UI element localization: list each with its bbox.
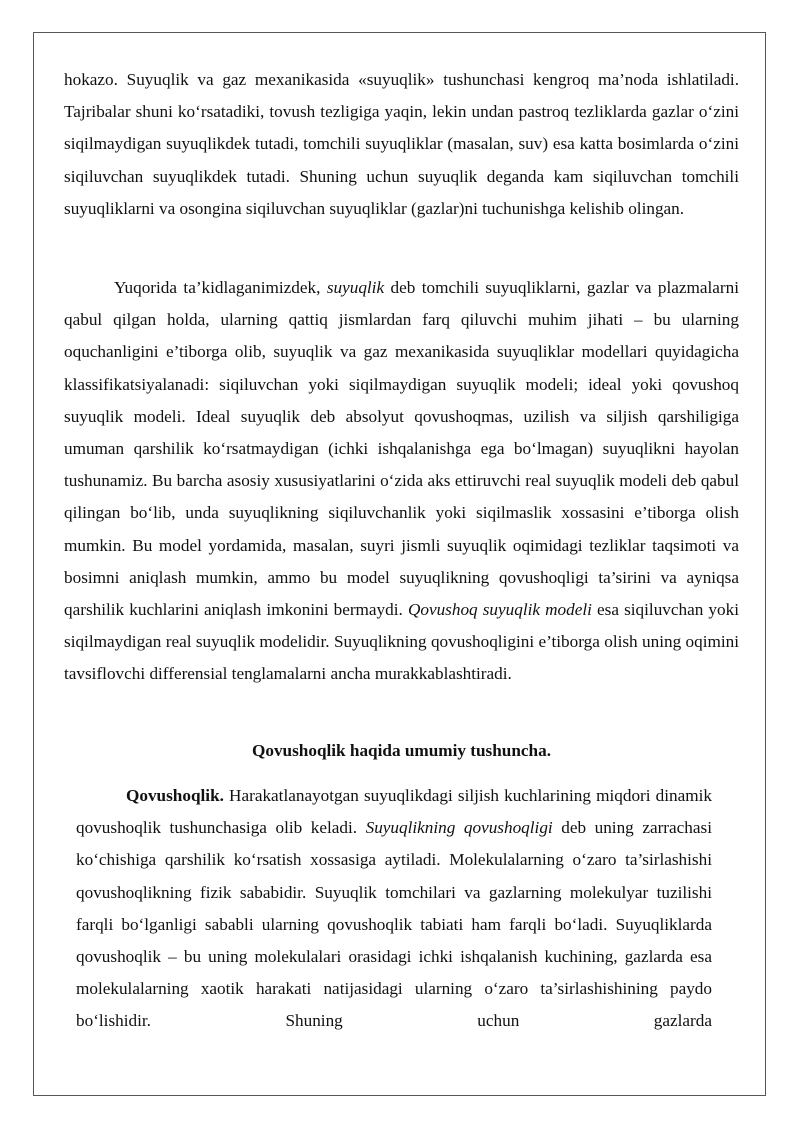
- lead-term: Qovushoqlik.: [126, 786, 224, 805]
- paragraph-2: [64, 272, 739, 691]
- paragraph-2-text: Yuqorida ta’kidlaganimizdek,: [114, 278, 327, 297]
- term-suyuqlik: suyuqlik: [326, 278, 385, 297]
- paragraph-1-text: hokazo. Suyuqlik va gaz mexanikasida «suyuqlik» tushunchasi kengroq ma’noda ishlatiladi. Tajribalar shuni ko‘rsatadiki, tovush tezligiga yaqin, lekin undan pastroq tezliklarda gazlar o‘zini siqilmaydigan suyuqlikdek tutadi, tomchili suyuqliklar (masalan, suv) esa katta bosimlarda o‘zini siqiluvchan suyuqlikdek tutadi. Shuning uchun suyuqlik deganda kam siqiluvchan tomchili suyuqliklarni va osongina siqiluvchan suyuqliklar (gazlar)ni tuchunishga kelishib olingan.: [64, 70, 739, 218]
- term-qovushoq-model: Qovushoq suyuqlik modeli: [407, 600, 592, 620]
- paragraph-3-text: Harakatlanayotgan suyuqlikdagi siljish kuchlarining miqdori dinamik qovushoqlik tushunchasiga olib keladi.: [76, 786, 712, 838]
- section-heading: Qovushoqlik haqida umumiy tushuncha.: [251, 741, 551, 760]
- paragraph-1: [64, 64, 739, 225]
- paragraph-3: [76, 780, 712, 1038]
- paragraph-2-text: deb tomchili suyuqliklarni, gazlar va plazmalarni qabul qilgan holda, ularning qattiq jismlardan farq qiluvchi muhim jihati – bu ularning oquchanligini e’tiborga olib, suyuqlik va gaz mexanikasida suyuqliklar modellari quyidagicha klassifikatsiyalanadi: siqiluvchan yoki siqilmaydigan suyuqlik modeli; ideal yoki qovushoq suyuqlik modeli. Ideal suyuqlik deb absolyut qovushoqmas, uzilish va siljish qarshiligiga umuman qarshilik ko‘rsatmaydigan (ichki ishqalanishga ega bo‘lmagan) suyuqlikni hayolan tushunamiz. Bu barcha asosiy xususiyatlarini o‘zida aks ettiruvchi real suyuqlik modeli deb qabul qilingan bo‘lib, unda suyuqlikning siqiluvchanlik yoki siqilmaslik xossasini e’tiborga olish mumkin. Bu model yordamida, masalan, suyri jismli suyuqlik oqimidagi tezliklar taqsimoti va bosimni aniqlash mumkin, ammo bu model suyuqlikning qovushoqligi ta’sirini va ayniqsa qarshilik kuchlarini aniqlash imkonini bermaydi.: [64, 278, 739, 620]
- paragraph-2-text: esa siqiluvchan yoki siqilmaydigan real suyuqlik modelidir. Suyuqlikning qovushoqligini e’tiborga olish uning oqimini tavsiflovchi differensial tenglamalarni ancha murakkablashtiradi.: [64, 600, 739, 684]
- paragraph-3-text: deb uning zarrachasi ko‘chishiga qarshilik ko‘rsatish xossasiga aytiladi. Molekulalarning o‘zaro ta’sirlashishi qovushoqlikning fizik sababidir. Suyuqlik tomchilari va gazlarning molekulyar tuzilishi farqli bo‘lganligi sababli ularning qovushoqlik tabiati ham farqli bo‘ladi. Suyuqliklarda qovushoqlik – bu uning molekulalari orasidagi ichki ishqalanish kuchining, gazlarda esa molekulalarning xaotik harakati natijasidagi ularning o‘zaro ta’sirlashishining paydo bo‘lishidir. Shuning uchun gazlarda: [76, 818, 712, 1031]
- term-qovushoqligi: Suyuqlikning qovushoqligi: [365, 818, 553, 838]
